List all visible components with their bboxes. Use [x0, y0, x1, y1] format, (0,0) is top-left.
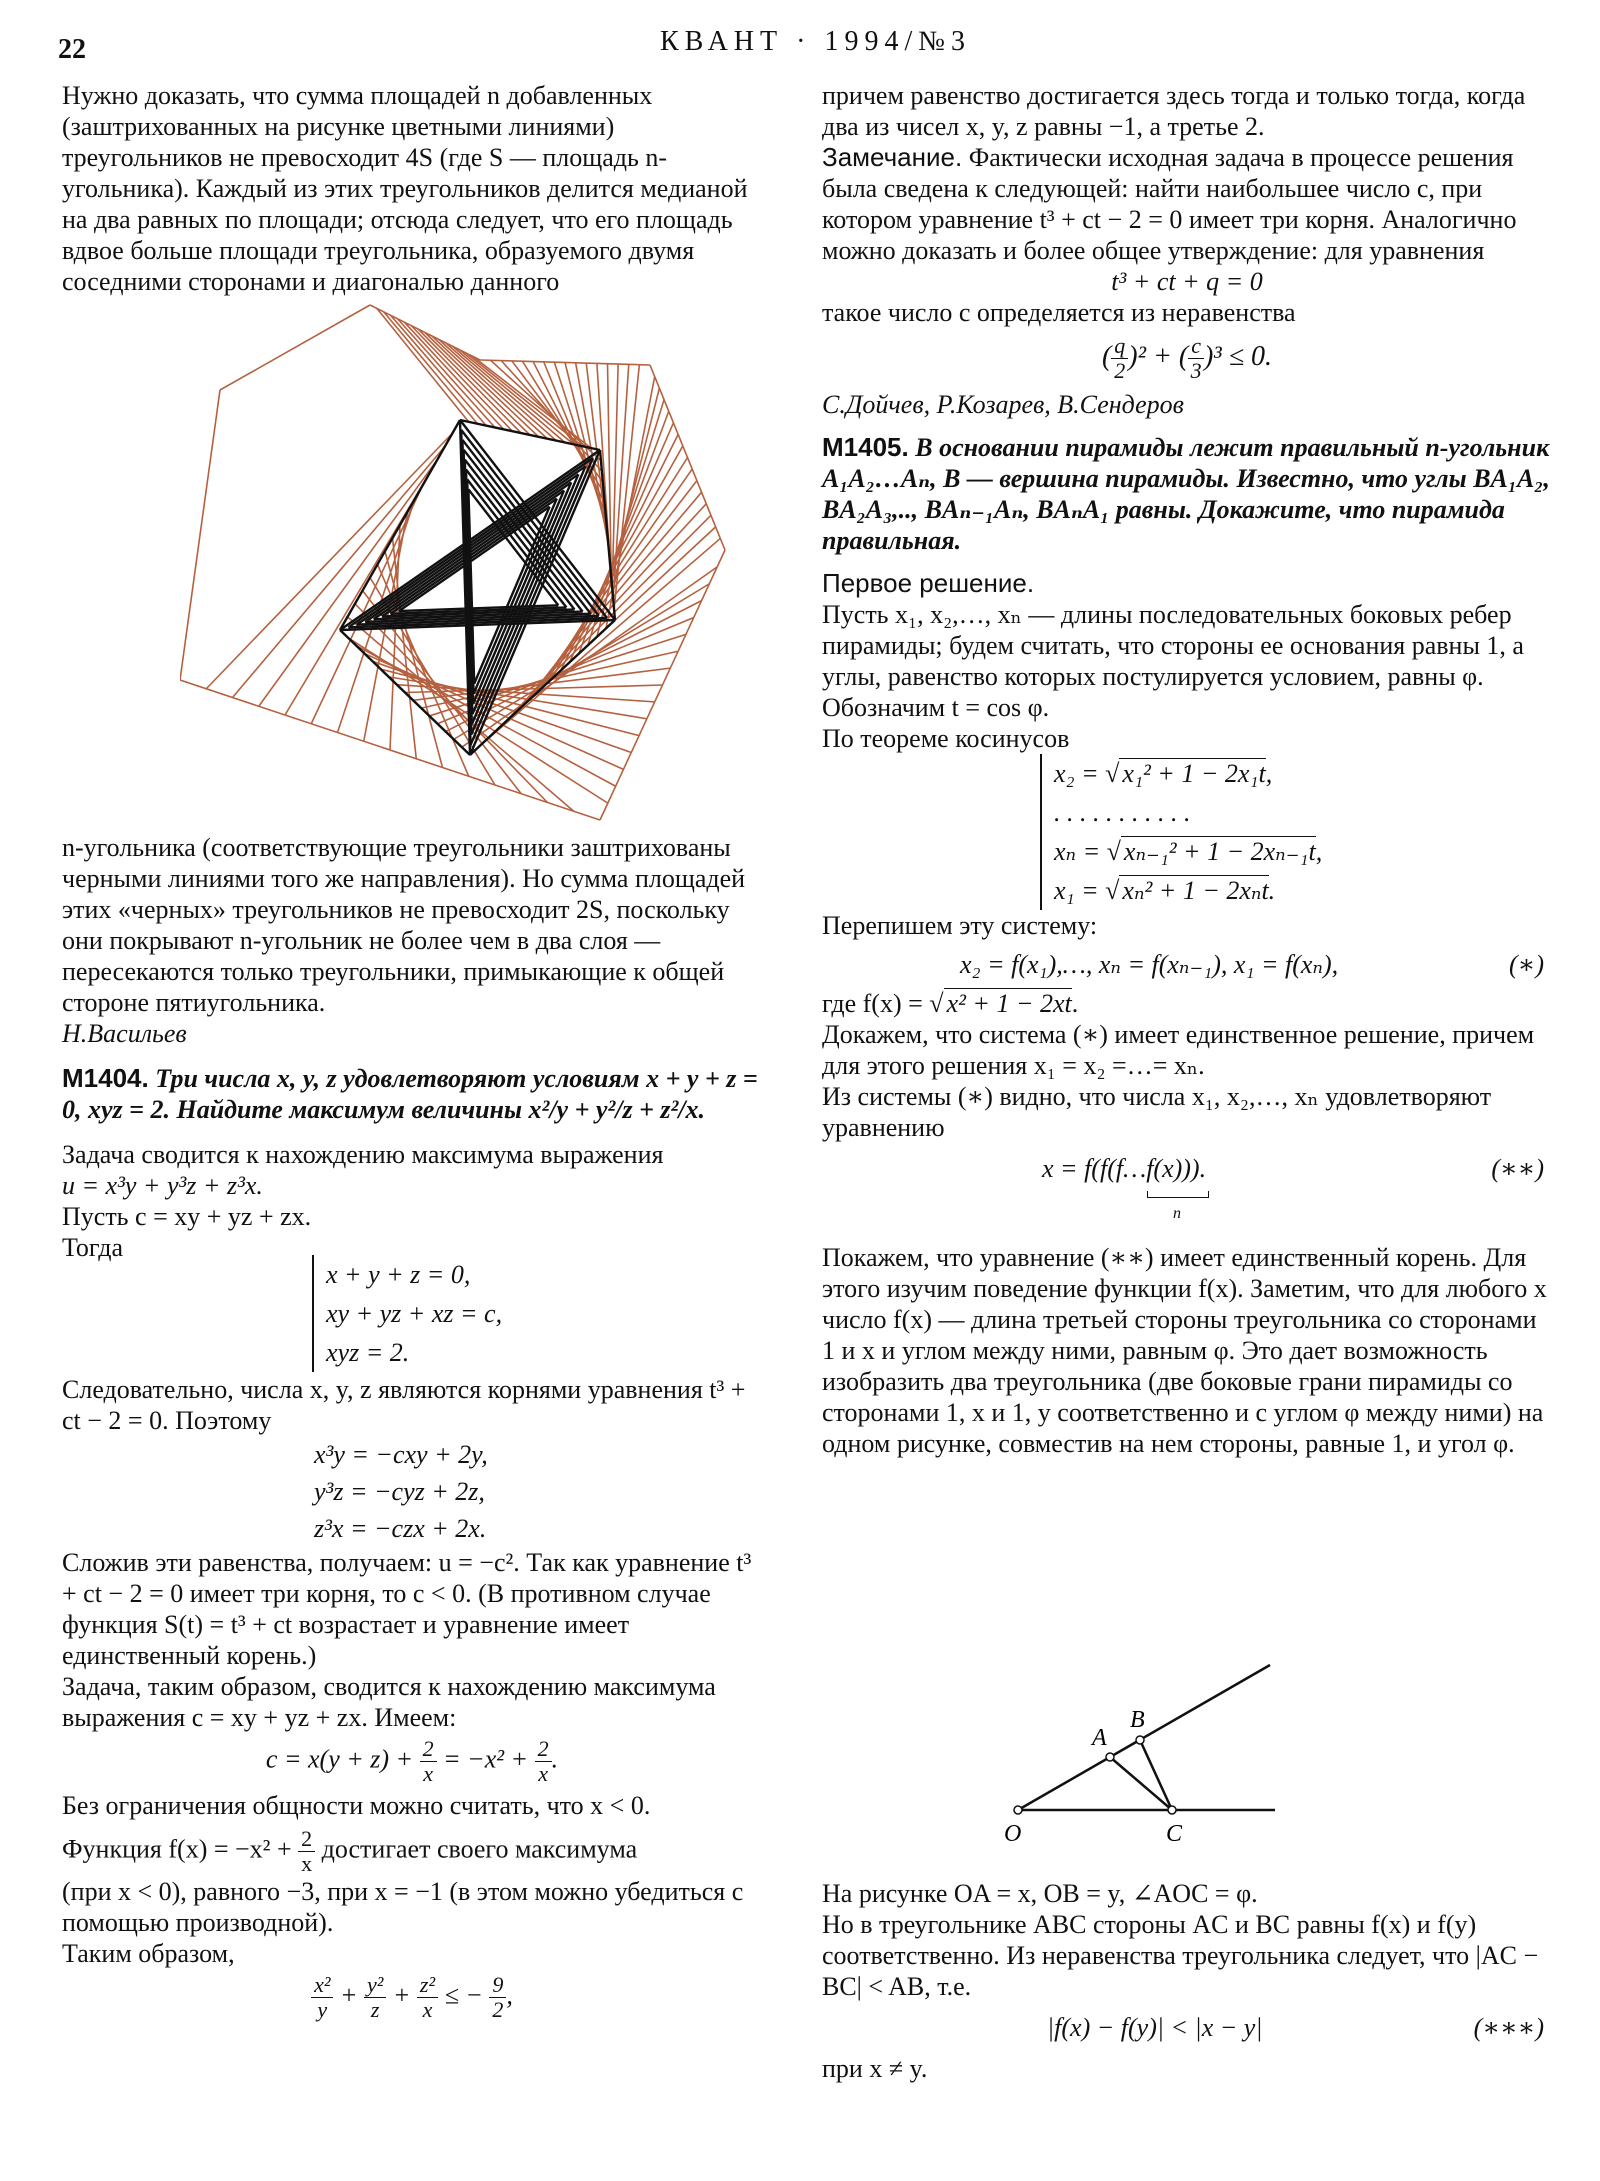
- inequality-tail: ≤ 0.: [1228, 340, 1273, 372]
- right-column-lower: [822, 1878, 1552, 2084]
- system-1: [312, 1255, 502, 1372]
- function-def-left: Функция f(x) = −x² +: [62, 1834, 292, 1864]
- equation-row: x³y = −cxy + 2y,: [314, 1440, 488, 1469]
- paragraph-c-determined: такое число c определяется из неравенства: [822, 298, 1296, 327]
- row-ellipsis: . . . . . . . . . . .: [1054, 798, 1191, 827]
- left-column: [62, 80, 762, 297]
- right-column: [822, 80, 1552, 1459]
- system-2-row: x₁ = √ xₙ² + 1 − 2xₙt.: [1054, 876, 1276, 905]
- fraction-denominator: 2: [1114, 358, 1126, 383]
- fraction-denominator: x: [423, 1761, 433, 1786]
- paragraph-x-ne-y: при x ≠ y.: [822, 2054, 928, 2083]
- inequality-q-c: ( $\frac{q}{2}$ )² + ( $\frac{c}{3}$ )³ ≤ 0.: [1101, 333, 1273, 383]
- fraction-numerator: z²: [417, 1973, 438, 1998]
- solution-line-3: Тогда: [62, 1233, 124, 1262]
- row-radicand: xₙ₋₁² + 1 − 2xₙ₋₁t: [1121, 836, 1316, 866]
- paragraph-on-figure: На рисунке OA = x, OB = y, ∠AOC = φ.: [822, 1879, 1258, 1908]
- equation-3star-line: [822, 2012, 1552, 2043]
- final-rhs-suffix: ,: [506, 1980, 513, 2010]
- equation-c-left: c = x(y + z) +: [265, 1744, 414, 1774]
- fraction-denominator: x: [301, 1851, 313, 1876]
- hatch-line: [404, 322, 503, 429]
- brace-n: n: [1173, 1205, 1181, 1222]
- solution-eq-u: u = x³y + y³z + z³x.: [62, 1171, 263, 1200]
- system-1-wrap: [62, 1255, 762, 1372]
- solution-line-7: Без ограничения общности можно считать, что x < 0.: [62, 1791, 651, 1820]
- system-2-row: x₂ = √ x₁² + 1 − 2x₁t,: [1054, 759, 1273, 788]
- row-radicand: xₙ² + 1 − 2xₙt: [1119, 875, 1268, 905]
- equation-c-mid: = −x² +: [443, 1744, 529, 1774]
- point-o: [1014, 1806, 1022, 1814]
- fraction-denominator: 3: [1190, 358, 1202, 383]
- system-1-row: xy + yz + xz = c,: [326, 1299, 503, 1328]
- authors-doychev: С.Дойчев, Р.Козарев, В.Сендеров: [822, 390, 1184, 419]
- paragraph-equality-case: причем равенство достигается здесь тогда и только тогда, когда два из чисел x, y, z равны −1, а третье 2.: [822, 81, 1526, 141]
- black-hatched-triangles: [340, 420, 615, 755]
- paragraph-satisfy-equation: Из системы (∗) видно, что числа x₁, x₂,…, xₙ удовлетворяют уравнению: [822, 1082, 1492, 1142]
- fraction-denominator: 2: [492, 1997, 504, 2022]
- equation-row: y³z = −cyz + 2z,: [314, 1477, 485, 1506]
- label-o: O: [1004, 1821, 1022, 1847]
- point-c: [1168, 1806, 1176, 1814]
- fraction-9-over-2: [489, 1973, 506, 2022]
- solution-line-4: Следовательно, числа x, y, z являются корнями уравнения t³ + ct − 2 = 0. Поэтому: [62, 1375, 746, 1435]
- fraction-numerator: 2: [298, 1827, 315, 1852]
- fraction-numerator: 2: [535, 1737, 552, 1762]
- running-head: КВАНТ · 1994/№3: [660, 26, 971, 57]
- fraction-z2-over-x: [417, 1973, 438, 2022]
- equation-c: c = x(y + z) + $\frac{2}{x}$ = −x² + $\frac{2}{x}$ .: [265, 1736, 559, 1786]
- problem-m1405: [822, 432, 1552, 556]
- remark-text: Фактически исходная задача в процессе решения была сведена к следующей: найти наибольшее число c, при котором уравнение t³ + ct − 2 = 0 имеет три корня. Аналогично можно доказать и более общее утверждение: для уравнения: [822, 143, 1517, 265]
- point-b: [1136, 1736, 1144, 1744]
- fraction-numerator: q: [1111, 334, 1128, 359]
- row-lhs: xₙ =: [1054, 837, 1107, 866]
- equation-2star: x = f(f(f…f(x))).: [1042, 1154, 1207, 1183]
- final-inequality: $\frac{\text{x²}}{y}$ + $\frac{\text{y²}}{z}$ + $\frac{\text{z²}}{x}$ ≤ − $\frac{9}{2}$ ,: [62, 1973, 762, 2022]
- outer-edge: [220, 305, 370, 390]
- brace-label-n: [822, 1184, 1552, 1224]
- hatch-line: [459, 350, 573, 445]
- triangle-oac-figure: [990, 1645, 1330, 1880]
- fraction-q-over-2: [1111, 334, 1128, 383]
- system-2-wrap: [822, 754, 1552, 910]
- problem-m1404: [62, 1063, 762, 1125]
- fraction-numerator: x²: [311, 1973, 333, 1998]
- fraction-denominator: y: [317, 1997, 328, 2022]
- paragraph-cosine-theorem: По теореме косинусов: [822, 724, 1070, 753]
- equation-row: z³x = −czx + 2x.: [314, 1514, 487, 1543]
- tag-3star: (∗∗∗): [1473, 2013, 1544, 2042]
- left-column-lower: [62, 832, 762, 2022]
- solution-line-2: Пусть c = xy + yz + zx.: [62, 1202, 312, 1231]
- f-def-radicand: x² + 1 − 2xt: [944, 988, 1072, 1018]
- row-lhs: x₂ =: [1054, 759, 1106, 788]
- solution-line-8: [62, 1827, 762, 1876]
- paragraph-black-triangles: n-угольника (соответствующие треугольники заштрихованы черными линиями того же направления). Но сумма площадей этих «черных» треугольников не превосходит 2S, поскольку они покрывают n-угольник не более чем в два слоя — пересекаются только треугольники, примыкающие к общей стороне пятиугольника.: [62, 833, 746, 1017]
- segment-bc: [1140, 1740, 1172, 1810]
- system-2-row: [1054, 793, 1322, 832]
- paragraph-rewrite: Перепишем эту систему:: [822, 911, 1098, 940]
- hatch-line: [384, 312, 478, 424]
- paragraph-lateral-edges: Пусть x₁, x₂,…, xₙ — длины последовательных боковых ребер пирамиды; будем считать, что стороны ее основания равны 1, а углы, равенство которых постулируется условием, равны φ. Обозначим t = cos φ.: [822, 600, 1524, 722]
- underbrace: [1147, 1191, 1209, 1198]
- system-2: [1040, 754, 1322, 910]
- hatch-line: [425, 333, 530, 436]
- function-def-right: достигает своего максимума: [321, 1834, 638, 1864]
- row-tail: ,: [1315, 837, 1323, 866]
- tag-star: (∗): [1509, 950, 1544, 979]
- hatch-line: [206, 433, 452, 689]
- equation-star-line: [822, 949, 1552, 980]
- paragraph-unique-root: Покажем, что уравнение (∗∗) имеет единственный корень. Для этого изучим поведение функции f(x). Заметим, что для любого x число f(x) — длина третьей стороны треугольника со сторонами 1 и x и углом между ними, равным φ. Это дает возможность изобразить два треугольника (две боковые грани пирамиды со сторонами 1, x и 1, y соответственно и с углом φ между ними) на одном рисунке, совместив на нем стороны, равные 1, и угол φ.: [822, 1243, 1547, 1458]
- solution-line-1: Задача сводится к нахождению максимума выражения: [62, 1140, 664, 1169]
- equations-block-2: [62, 1436, 762, 1547]
- label-b: B: [1130, 1707, 1145, 1733]
- problem-statement-m1405: В основании пирамиды лежит правильный n-угольник A₁A₂…Aₙ, B — вершина пирамиды. Известно, что углы BA₁A₂, BA₂A₃,.., BAₙ₋₁Aₙ, BAₙA₁ равны. Докажите, что пирамида правильная.: [822, 433, 1550, 555]
- first-solution-heading: Первое решение.: [822, 568, 1035, 598]
- fraction-numerator: 9: [489, 1973, 506, 1998]
- paragraph-f-def: где f(x) = √ x² + 1 − 2xt.: [822, 989, 1079, 1018]
- paragraph-unique-solution: Докажем, что система (∗) имеет единственное решение, причем для этого решения x₁ = x₂ =…= xₙ.: [822, 1020, 1535, 1080]
- page-number: 22: [58, 34, 86, 65]
- fraction-2-over-x: [535, 1737, 552, 1786]
- solution-line-10: Таким образом,: [62, 1939, 235, 1968]
- fraction-numerator: c: [1188, 334, 1204, 359]
- label-c: C: [1166, 1821, 1183, 1847]
- solution-line-5: Сложив эти равенства, получаем: u = −c². Так как уравнение t³ + ct − 2 = 0 имеет три корня, то c < 0. (В противном случае функция S(t) = t³ + ct возрастает и уравнение имеет единственный корень.): [62, 1548, 752, 1670]
- paragraph-triangle-inequality: Но в треугольнике ABC стороны AC и BC равны f(x) и f(y) соответственно. Из неравенства треугольника следует, что |AC − BC| < AB, т.е.: [822, 1910, 1539, 2001]
- row-lhs: x₁ =: [1054, 876, 1106, 905]
- remark: [822, 142, 1552, 266]
- f-def-suffix: .: [1071, 989, 1079, 1018]
- row-tail: .: [1268, 876, 1276, 905]
- problem-statement-m1404: Три числа x, y, z удовлетворяют условиям x + y + z = 0, xyz = 2. Найдите максимум величины x²/y + y²/z + z²/x.: [62, 1064, 758, 1124]
- fraction-numerator: 2: [420, 1737, 437, 1762]
- remark-label: Замечание.: [822, 142, 963, 172]
- system-1-row: xyz = 2.: [326, 1338, 410, 1367]
- fraction-2-over-x: [298, 1827, 315, 1876]
- equation-star: x₂ = f(x₁),…, xₙ = f(xₙ₋₁), x₁ = f(xₙ),: [960, 950, 1339, 979]
- label-a: A: [1092, 1725, 1107, 1751]
- fraction-denominator: z: [370, 1997, 380, 2022]
- fraction-denominator: x: [538, 1761, 548, 1786]
- equation-3star: |f(x) − f(y)| < |x − y|: [1047, 2013, 1263, 2042]
- system-2-row: xₙ = √ xₙ₋₁² + 1 − 2xₙ₋₁t,: [1054, 837, 1323, 866]
- tag-2star: (∗∗): [1491, 1154, 1544, 1183]
- solution-line-9: (при x < 0), равного −3, при x = −1 (в этом можно убедиться с помощью производной).: [62, 1877, 744, 1937]
- segment-ac: [1110, 1757, 1172, 1810]
- fraction-c-over-3: [1188, 334, 1204, 383]
- hatch-line: [413, 668, 670, 700]
- fraction-x2-over-y: [311, 1973, 333, 2022]
- fraction-denominator: x: [422, 1997, 433, 2022]
- equation-2star-line: [822, 1153, 1552, 1184]
- hatched-polygon-figure: [180, 300, 740, 830]
- problem-id-m1404: М1404.: [62, 1063, 149, 1093]
- general-equation: t³ + ct + q = 0: [1111, 267, 1263, 296]
- f-def-prefix: где f(x) =: [822, 989, 930, 1018]
- fraction-y2-over-z: [364, 1973, 386, 2022]
- paragraph-intro: Нужно доказать, что сумма площадей n добавленных (заштрихованных на рисунке цветными линиями) треугольников не превосходит 4S (где S — площадь n-угольника). Каждый из этих треугольников делится медианой на два равных по площади; отсюда следует, что его площадь вдвое больше площади треугольника, образуемого двумя соседними сторонами и диагональю данного: [62, 81, 748, 296]
- point-a: [1106, 1753, 1114, 1761]
- row-tail: ,: [1265, 759, 1273, 788]
- problem-id-m1405: М1405.: [822, 432, 909, 462]
- hatch-line: [432, 336, 539, 437]
- final-rhs-prefix: ≤ −: [444, 1980, 483, 2010]
- row-radicand: x₁² + 1 − 2x₁t: [1119, 758, 1265, 788]
- fraction-2-over-x: [420, 1737, 437, 1786]
- outer-edge: [180, 390, 220, 680]
- author-vasiliev: Н.Васильев: [62, 1019, 187, 1048]
- solution-line-6: Задача, таким образом, сводится к нахождению максимума выражения c = xy + yz + zx. Имеем:: [62, 1672, 716, 1732]
- system-1-row: x + y + z = 0,: [326, 1260, 471, 1289]
- fraction-numerator: y²: [364, 1973, 386, 1998]
